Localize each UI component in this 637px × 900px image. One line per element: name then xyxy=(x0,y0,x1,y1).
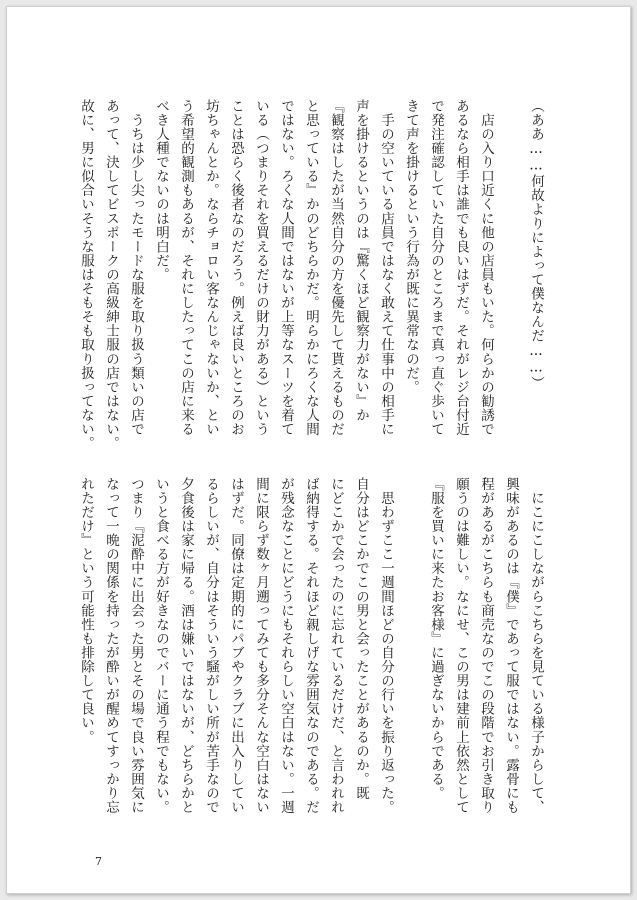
text-column: 坊ちゃんとか。ならチョロい客なんじゃないか、とい xyxy=(203,99,219,437)
text-column: （ああ……何故よりによって僕なんだ……） xyxy=(528,99,544,390)
text-column: いる（つまりそれを買えるだけの財力がある）という xyxy=(253,99,269,437)
page-number: 7 xyxy=(95,855,102,868)
text-column: 思わずここ一週間ほどの自分の行いを振り返った。 xyxy=(378,477,394,815)
text-column: れただけ』という可能性も排除して良い。 xyxy=(78,477,94,744)
lower-text-block xyxy=(73,477,548,837)
upper-text-block xyxy=(73,99,548,459)
text-column xyxy=(398,477,423,837)
text-column: 『観察はしたが当然自分の方を優先して貰えるものだ xyxy=(328,99,344,437)
text-column: るらしいが、自分はそういう騒がしい所が苦手なので xyxy=(203,477,219,815)
text-column: にこにこしながらこちらを見ている様子からして、 xyxy=(528,477,544,815)
text-column: で発注確認していた自分のところまで真っ直ぐ歩いて xyxy=(428,99,444,437)
text-column: 間に限らず数ヶ月遡ってみても多分そんな空白はない xyxy=(253,477,269,815)
text-column: あるなら相手は誰でも良いはずだ。それがレジ台付近 xyxy=(453,99,469,437)
text-column: う希望的観測もあるが、それにしたってこの店に来る xyxy=(178,99,194,437)
text-column: 『服を買いに来たお客様』に過ぎないからである。 xyxy=(428,477,444,801)
text-column: が残念なことにどうにもそれらしい空白はない。一週 xyxy=(278,477,294,815)
text-column: 夕食後は家に帰る。酒は嫌いではないが、どちらかと xyxy=(178,477,194,815)
text-column: なって一晩の関係を持ったが酔いが醒めてすっかり忘 xyxy=(103,477,119,815)
text-column: 興味があるのは『僕』であって服ではない。露骨にも xyxy=(503,477,519,815)
text-column: 声を掛けるというのは『驚くほど観察力がない』か xyxy=(353,99,369,423)
text-column: ことは恐らく後者なのだろう。例えば良いところのお xyxy=(228,99,244,437)
text-column: ば納得する。それほど親しげな雰囲気なのである。だ xyxy=(303,477,319,815)
text-column: はずだ。同僚は定期的にパブやクラブに出入りしてい xyxy=(228,477,244,815)
text-column: 故に、男に似合いそうな服はそもそも取り扱ってない。 xyxy=(78,99,94,451)
text-column: つまり『泥酔中に出会った男とその場で良い雰囲気に xyxy=(128,477,144,815)
text-column: きて声を掛けるという行為が既に異常なのだ。 xyxy=(403,99,419,395)
text-column: あって、決してビスポークの高級紳士服の店ではない。 xyxy=(103,99,119,451)
text-column: いうと食べる方が好きなのでバーに通う程でもない。 xyxy=(153,477,169,815)
text-column xyxy=(498,99,523,459)
text-column: と思っている』かのどちらかだ。明らかにろくな人間 xyxy=(303,99,319,437)
text-column: 願うのは難しい。なにせ、この男は建前上依然として xyxy=(453,477,469,815)
text-column: 自分はどこかでこの男と会ったことがあるのか。既 xyxy=(353,477,369,801)
text-column: にどこかで会ったのに忘れているだけだ、と言われれ xyxy=(328,477,344,815)
book-page xyxy=(6,6,631,894)
text-column: べき人種でないのは明白だ。 xyxy=(153,99,169,282)
text-column: 程があるがこちらも商売なのでこの段階でお引き取り xyxy=(478,477,494,815)
text-column: うちは少し尖ったモードな服を取り扱う類いの店で xyxy=(128,99,144,437)
text-column: 手の空いている店員ではなく敢えて仕事中の相手に xyxy=(378,99,394,437)
text-column: ではない。ろくな人間ではないが上等なスーツを着て xyxy=(278,99,294,437)
text-column: 店の入り口近くに他の店員もいた。何らかの勧誘で xyxy=(478,99,494,437)
